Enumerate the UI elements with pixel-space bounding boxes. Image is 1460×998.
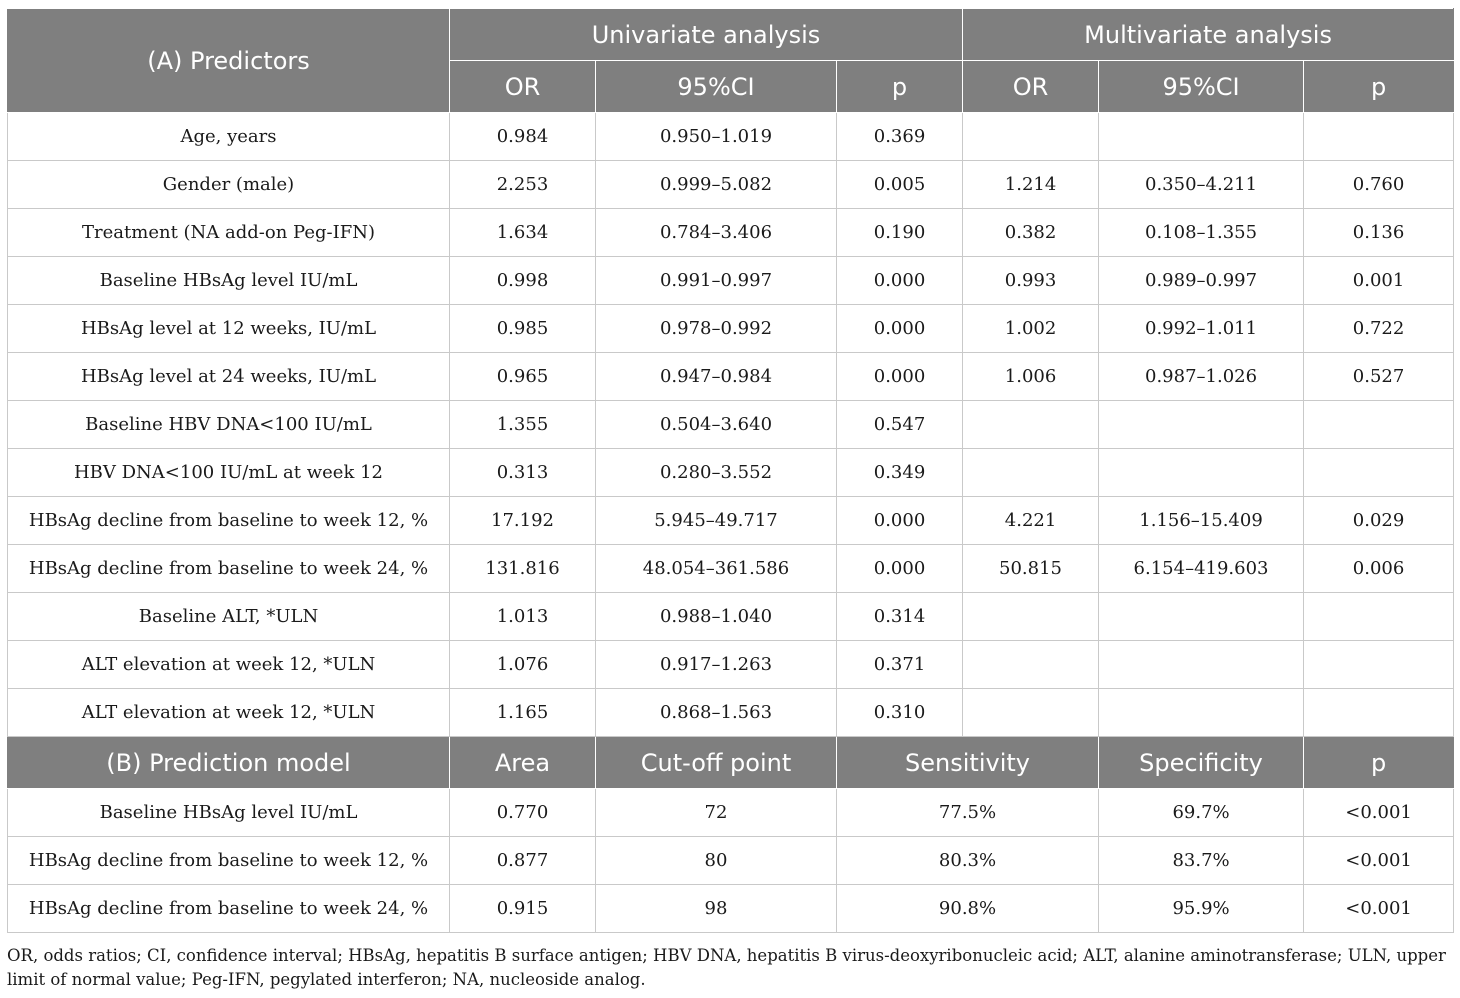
table-row (8, 161, 1454, 209)
predictor-cell: HBsAg level at 12 weeks, IU/mL (8, 305, 450, 353)
col-area: Area (450, 737, 596, 789)
predictor-cell: Treatment (NA add-on Peg-IFN) (8, 209, 450, 257)
multivariate-or-cell (963, 449, 1099, 497)
col-cutoff: Cut-off point (596, 737, 837, 789)
specificity-cell: 95.9% (1099, 885, 1304, 933)
univariate-header: Univariate analysis (450, 9, 963, 61)
table-row (8, 641, 1454, 689)
predictor-cell: ALT elevation at week 12, *ULN (8, 641, 450, 689)
col-m-p: p (1304, 61, 1454, 113)
col-m-ci: 95%CI (1099, 61, 1304, 113)
section-a-header-row (8, 9, 1454, 61)
univariate-or-cell: 1.165 (450, 689, 596, 737)
table-row (8, 401, 1454, 449)
specificity-cell: 83.7% (1099, 837, 1304, 885)
table-footnote: OR, odds ratios; CI, confidence interval; HBsAg, hepatitis B surface antigen; HBV DNA, hepatitis B virus-deoxyribonucleic acid; ALT, alanine aminotransferase; ULN, upper limit of normal value; Peg-IFN, pegylated interferon; NA, nucleoside analog. (7, 946, 1446, 989)
univariate-p-cell: 0.000 (837, 257, 963, 305)
multivariate-or-cell: 50.815 (963, 545, 1099, 593)
predictor-cell: ALT elevation at week 12, *ULN (8, 689, 450, 737)
multivariate-or-cell: 1.006 (963, 353, 1099, 401)
predictor-cell: HBsAg decline from baseline to week 12, % (8, 497, 450, 545)
section-b-header-row (8, 737, 1454, 789)
sensitivity-cell: 90.8% (837, 885, 1099, 933)
specificity-cell: 69.7% (1099, 789, 1304, 837)
univariate-or-cell: 131.816 (450, 545, 596, 593)
sensitivity-cell: 80.3% (837, 837, 1099, 885)
multivariate-p-cell: 0.029 (1304, 497, 1454, 545)
univariate-or-cell: 0.313 (450, 449, 596, 497)
multivariate-or-cell (963, 593, 1099, 641)
multivariate-ci-cell: 0.987–1.026 (1099, 353, 1304, 401)
univariate-p-cell: 0.000 (837, 497, 963, 545)
univariate-ci-cell: 0.868–1.563 (596, 689, 837, 737)
model-cell: HBsAg decline from baseline to week 24, % (8, 885, 450, 933)
col-u-or: OR (450, 61, 596, 113)
table-row (8, 789, 1454, 837)
col-u-ci: 95%CI (596, 61, 837, 113)
predictor-cell: HBV DNA<100 IU/mL at week 12 (8, 449, 450, 497)
multivariate-p-cell: 0.006 (1304, 545, 1454, 593)
table-row (8, 449, 1454, 497)
multivariate-ci-cell: 0.992–1.011 (1099, 305, 1304, 353)
multivariate-ci-cell: 0.108–1.355 (1099, 209, 1304, 257)
univariate-or-cell: 1.634 (450, 209, 596, 257)
univariate-ci-cell: 0.947–0.984 (596, 353, 837, 401)
univariate-or-cell: 2.253 (450, 161, 596, 209)
univariate-p-cell: 0.000 (837, 353, 963, 401)
univariate-or-cell: 0.985 (450, 305, 596, 353)
multivariate-p-cell (1304, 113, 1454, 161)
univariate-or-cell: 1.076 (450, 641, 596, 689)
results-table-container (7, 8, 1453, 933)
univariate-p-cell: 0.190 (837, 209, 963, 257)
multivariate-ci-cell: 0.989–0.997 (1099, 257, 1304, 305)
univariate-ci-cell: 5.945–49.717 (596, 497, 837, 545)
univariate-ci-cell: 0.504–3.640 (596, 401, 837, 449)
multivariate-ci-cell: 6.154–419.603 (1099, 545, 1304, 593)
multivariate-p-cell (1304, 641, 1454, 689)
multivariate-p-cell: 0.136 (1304, 209, 1454, 257)
multivariate-p-cell (1304, 401, 1454, 449)
multivariate-ci-cell: 1.156–15.409 (1099, 497, 1304, 545)
cutoff-cell: 72 (596, 789, 837, 837)
univariate-ci-cell: 48.054–361.586 (596, 545, 837, 593)
cutoff-cell: 98 (596, 885, 837, 933)
multivariate-p-cell (1304, 449, 1454, 497)
section-a-title: (A) Predictors (8, 9, 450, 113)
predictor-cell: HBsAg decline from baseline to week 24, % (8, 545, 450, 593)
cutoff-cell: 80 (596, 837, 837, 885)
predictor-cell: HBsAg level at 24 weeks, IU/mL (8, 353, 450, 401)
univariate-ci-cell: 0.280–3.552 (596, 449, 837, 497)
table-row (8, 689, 1454, 737)
univariate-ci-cell: 0.978–0.992 (596, 305, 837, 353)
univariate-p-cell: 0.314 (837, 593, 963, 641)
multivariate-or-cell: 1.214 (963, 161, 1099, 209)
section-b-body (8, 789, 1454, 933)
univariate-p-cell: 0.349 (837, 449, 963, 497)
univariate-p-cell: 0.000 (837, 305, 963, 353)
results-table (7, 8, 1454, 933)
multivariate-ci-cell (1099, 449, 1304, 497)
multivariate-p-cell: 0.760 (1304, 161, 1454, 209)
table-row (8, 257, 1454, 305)
multivariate-or-cell: 0.993 (963, 257, 1099, 305)
univariate-ci-cell: 0.988–1.040 (596, 593, 837, 641)
univariate-ci-cell: 0.999–5.082 (596, 161, 837, 209)
col-specificity: Specificity (1099, 737, 1304, 789)
multivariate-p-cell: 0.722 (1304, 305, 1454, 353)
multivariate-or-cell: 4.221 (963, 497, 1099, 545)
model-p-cell: <0.001 (1304, 885, 1454, 933)
univariate-ci-cell: 0.784–3.406 (596, 209, 837, 257)
multivariate-or-cell (963, 641, 1099, 689)
multivariate-ci-cell (1099, 689, 1304, 737)
model-cell: HBsAg decline from baseline to week 12, % (8, 837, 450, 885)
predictor-cell: Age, years (8, 113, 450, 161)
univariate-p-cell: 0.547 (837, 401, 963, 449)
predictor-cell: Gender (male) (8, 161, 450, 209)
univariate-or-cell: 1.013 (450, 593, 596, 641)
table-row (8, 353, 1454, 401)
section-b-header (8, 737, 1454, 789)
multivariate-ci-cell (1099, 641, 1304, 689)
multivariate-ci-cell (1099, 593, 1304, 641)
model-p-cell: <0.001 (1304, 837, 1454, 885)
multivariate-or-cell: 1.002 (963, 305, 1099, 353)
univariate-or-cell: 0.984 (450, 113, 596, 161)
predictor-cell: Baseline HBV DNA<100 IU/mL (8, 401, 450, 449)
table-row (8, 545, 1454, 593)
section-b-title: (B) Prediction model (8, 737, 450, 789)
univariate-p-cell: 0.369 (837, 113, 963, 161)
multivariate-or-cell (963, 689, 1099, 737)
multivariate-or-cell (963, 113, 1099, 161)
sensitivity-cell: 77.5% (837, 789, 1099, 837)
area-cell: 0.915 (450, 885, 596, 933)
multivariate-or-cell (963, 401, 1099, 449)
predictor-cell: Baseline HBsAg level IU/mL (8, 257, 450, 305)
univariate-p-cell: 0.371 (837, 641, 963, 689)
table-row (8, 837, 1454, 885)
univariate-ci-cell: 0.917–1.263 (596, 641, 837, 689)
multivariate-header: Multivariate analysis (963, 9, 1454, 61)
univariate-or-cell: 0.965 (450, 353, 596, 401)
table-row (8, 305, 1454, 353)
multivariate-ci-cell: 0.350–4.211 (1099, 161, 1304, 209)
section-a-body (8, 113, 1454, 737)
predictor-cell: Baseline ALT, *ULN (8, 593, 450, 641)
area-cell: 0.770 (450, 789, 596, 837)
model-p-cell: <0.001 (1304, 789, 1454, 837)
table-row (8, 497, 1454, 545)
model-cell: Baseline HBsAg level IU/mL (8, 789, 450, 837)
univariate-or-cell: 17.192 (450, 497, 596, 545)
col-m-or: OR (963, 61, 1099, 113)
univariate-ci-cell: 0.991–0.997 (596, 257, 837, 305)
col-sensitivity: Sensitivity (837, 737, 1099, 789)
multivariate-ci-cell (1099, 113, 1304, 161)
univariate-ci-cell: 0.950–1.019 (596, 113, 837, 161)
table-row (8, 209, 1454, 257)
univariate-or-cell: 0.998 (450, 257, 596, 305)
table-row (8, 113, 1454, 161)
univariate-p-cell: 0.000 (837, 545, 963, 593)
univariate-p-cell: 0.310 (837, 689, 963, 737)
multivariate-ci-cell (1099, 401, 1304, 449)
multivariate-p-cell (1304, 689, 1454, 737)
table-row (8, 593, 1454, 641)
table-row (8, 885, 1454, 933)
col-u-p: p (837, 61, 963, 113)
univariate-p-cell: 0.005 (837, 161, 963, 209)
col-b-p: p (1304, 737, 1454, 789)
multivariate-or-cell: 0.382 (963, 209, 1099, 257)
area-cell: 0.877 (450, 837, 596, 885)
multivariate-p-cell: 0.527 (1304, 353, 1454, 401)
multivariate-p-cell: 0.001 (1304, 257, 1454, 305)
univariate-or-cell: 1.355 (450, 401, 596, 449)
multivariate-p-cell (1304, 593, 1454, 641)
